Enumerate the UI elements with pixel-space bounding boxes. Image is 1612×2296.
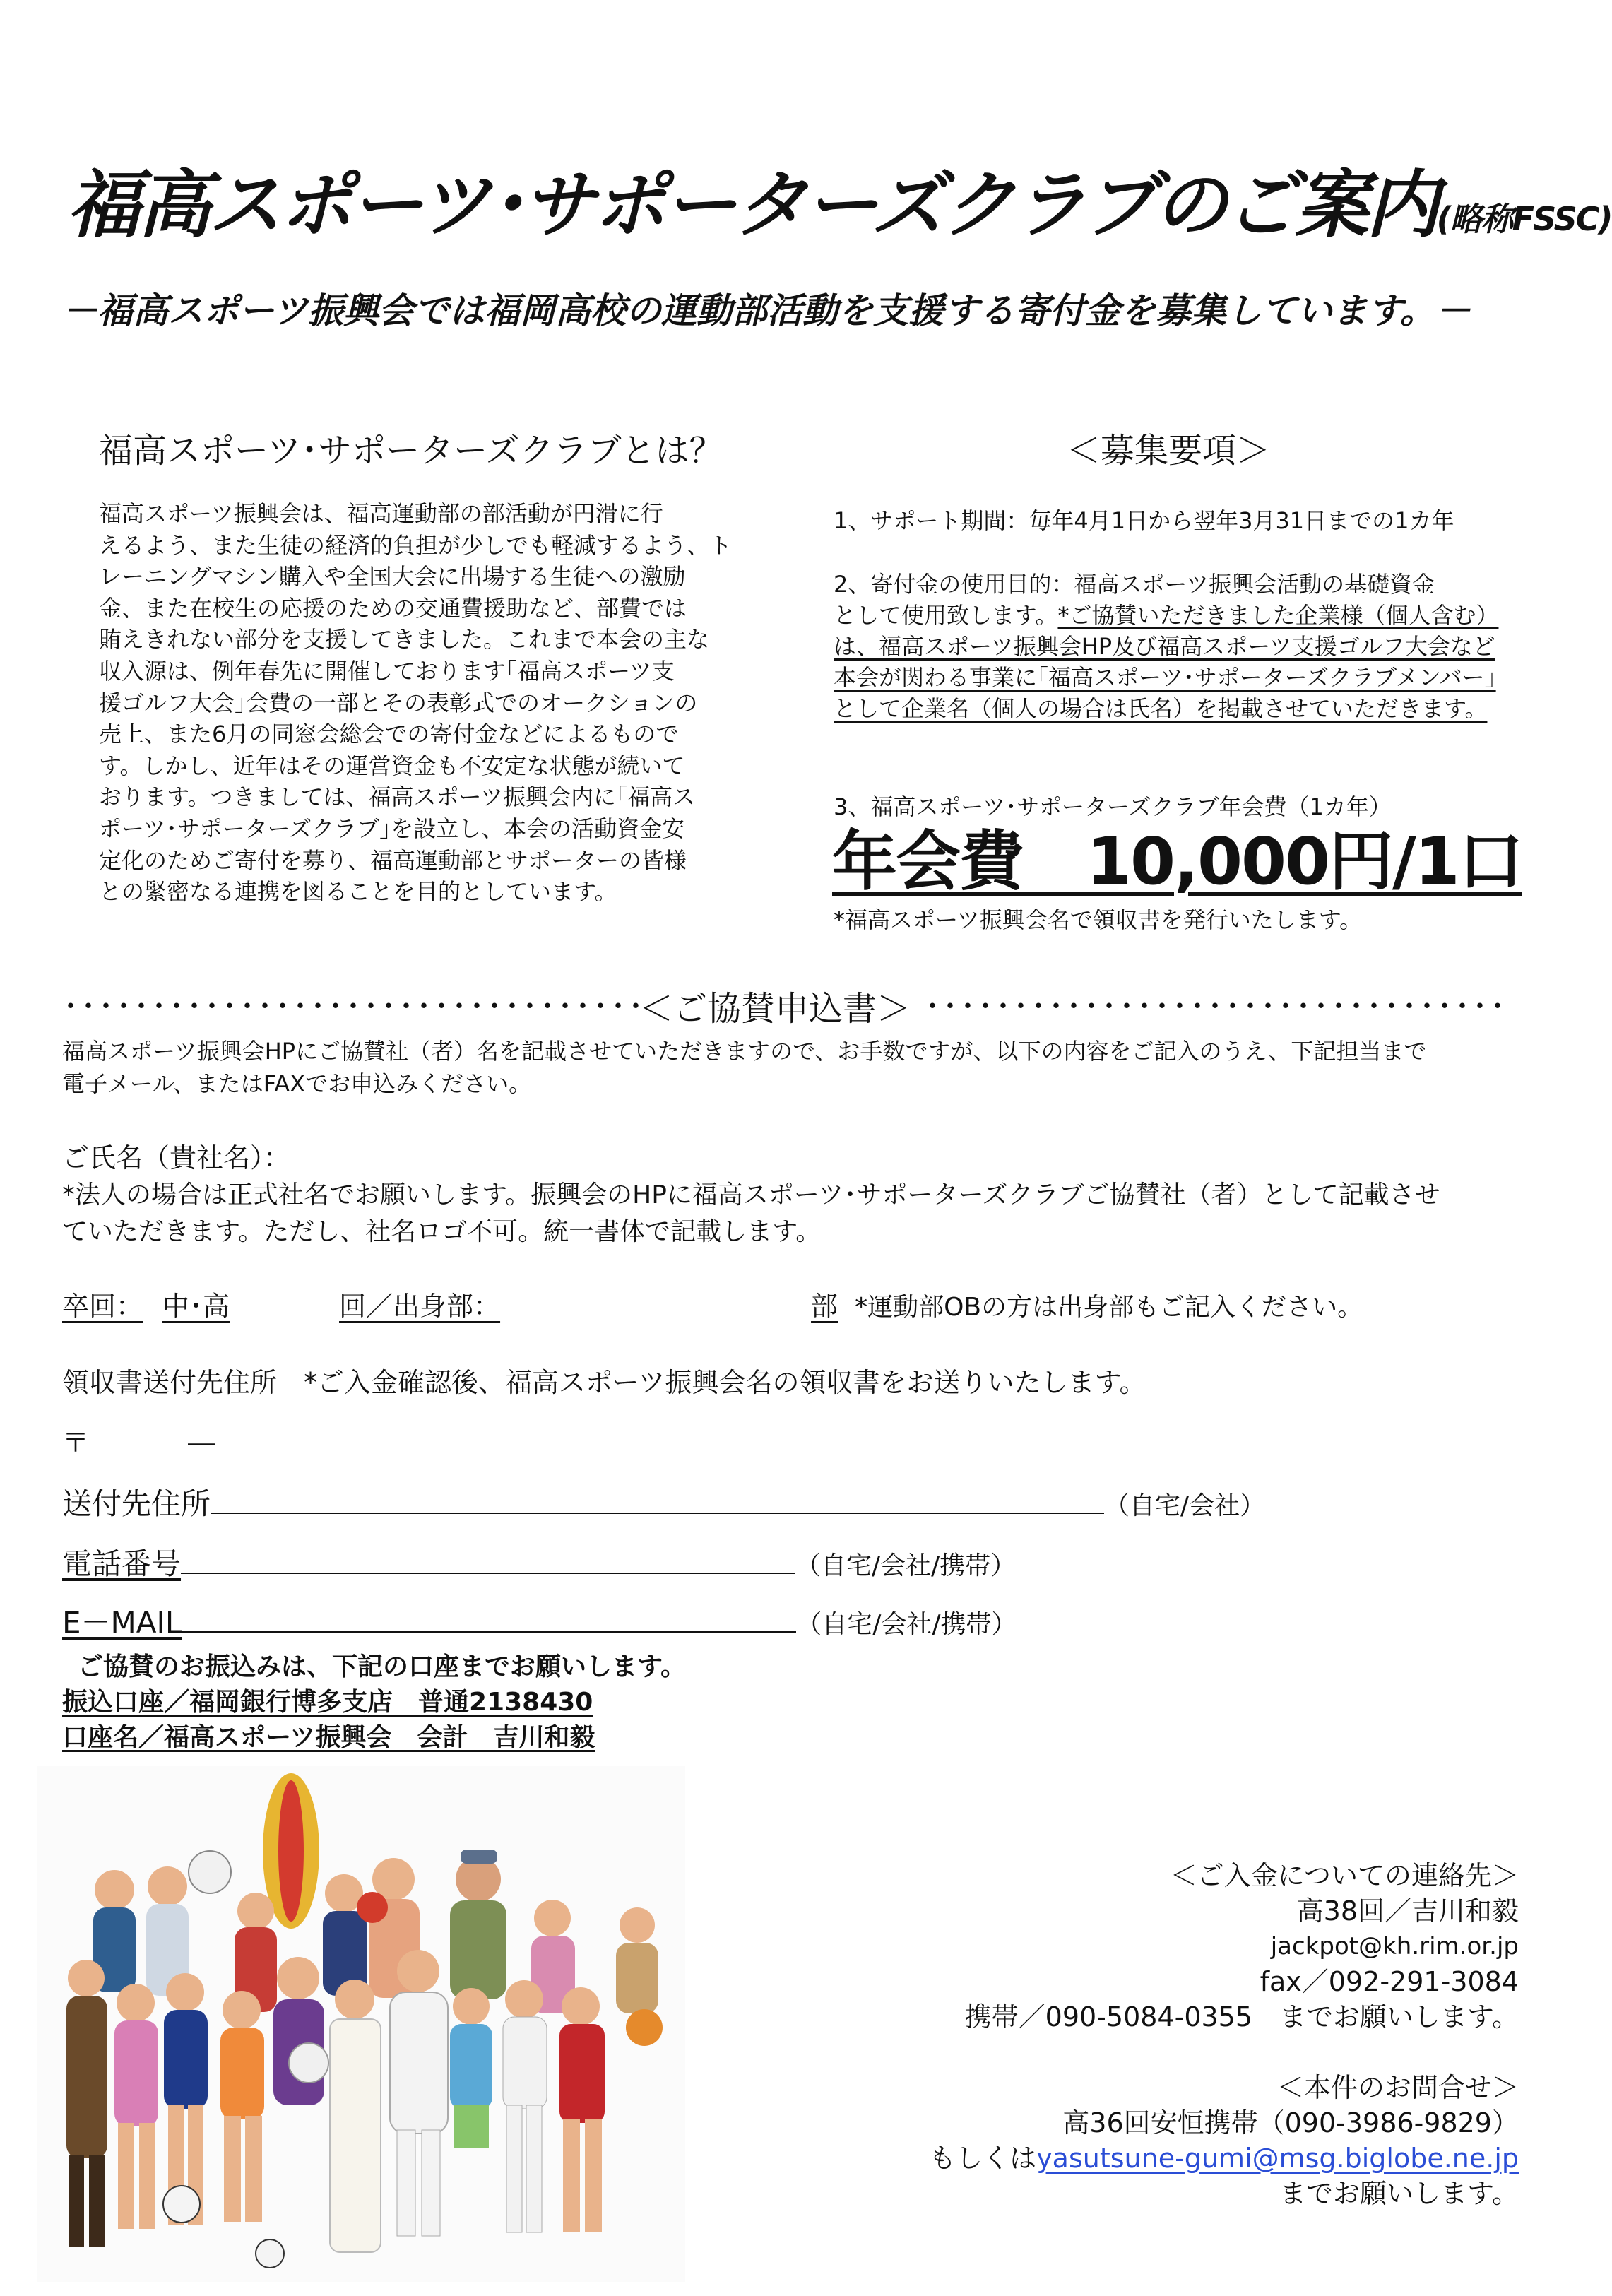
contact-email: jackpot@kh.rim.or.jp xyxy=(1270,1932,1519,1960)
account-holder: 口座名／福高スポーツ振興会 会計 吉川和毅 xyxy=(62,1723,595,1752)
postal-mark: 〒 xyxy=(62,1427,90,1458)
bank-account: 振込口座／福岡銀行博多支店 普通2138430 xyxy=(62,1688,593,1717)
graduation-field-underlined xyxy=(62,1291,855,1322)
page-title xyxy=(67,159,1612,265)
email-label: E－MAIL xyxy=(62,1605,182,1640)
email-field xyxy=(62,1602,1017,1645)
postal-code-field xyxy=(62,1424,215,1462)
address-field xyxy=(62,1484,1265,1527)
graduation-year-club-label: 回／出身部： xyxy=(339,1291,501,1322)
contact-mobile: 携帯／090-5084-0355 までお願いします。 xyxy=(964,2001,1519,2032)
phone-input-line xyxy=(181,1544,795,1574)
address-input-line xyxy=(211,1484,1104,1514)
address-label: 送付先住所 xyxy=(62,1486,211,1521)
graduation-club-suffix: 部 xyxy=(811,1291,838,1322)
graduation-field xyxy=(62,1287,1363,1327)
requirements-heading: ＜募集要項＞ xyxy=(1067,431,1271,471)
inquiry-email-prefix: もしくは xyxy=(929,2143,1037,2174)
inquiry-email-link[interactable]: yasutsune-gumi@msg.biglobe.ne.jp xyxy=(1036,2143,1519,2174)
inquiry-closing: までお願いします。 xyxy=(1279,2178,1519,2209)
inquiry-email-line xyxy=(929,2141,1519,2176)
purpose-plain-text: として使用致します。 xyxy=(834,602,1058,629)
email-input-line xyxy=(182,1603,796,1633)
inquiry-phone: 高36回安恒携帯（090-3986-9829） xyxy=(1062,2107,1519,2138)
athletes-illustration xyxy=(37,1766,685,2282)
page-subtitle: －福高スポーツ振興会では福岡高校の運動部活動を支援する寄付金を募集しています。－ xyxy=(62,290,1471,331)
postal-dash: ― xyxy=(188,1427,215,1458)
application-intro: 福高スポーツ振興会HPにご協賛社（者）名を記載させていただきますので、お手数ですが、以下の内容をご記入のうえ、下記担当まで 電子メール、またはFAXでお申込みください。 xyxy=(62,1038,1427,1097)
name-field-label: ご氏名（貴社名）： xyxy=(62,1142,291,1173)
about-body: 福高スポーツ振興会は、福高運動部の部活動が円滑に行 えるよう、また生徒の経済的負担が少しでも軽減するよう、ト レーニングマシン購入や全国大会に出場する生徒への激励 金、また在校生の応援のための交通費援助など、部費では 賄えきれない部分を支援してきました。これまで本会の主な 収入源は、例年春先に開催しております｢福高スポーツ支 援ゴルフ大会｣会費の一部とその表彰式でのオークションの 売上、また6月の同窓会総会での寄付金などによるもので す。しかし、近年はその運営資金も不安定な状態が続いて おります。つきましては、福高スポーツ振興会内に｢福高ス ポーツ･サポーターズクラブ｣を設立し、本会の活動資金安 定化のためご寄付を募り、福高運動部とサポーターの皆様 との緊密なる連携を図ることを目的としています。 xyxy=(99,500,733,906)
annual-fee: 年会費 10,000円/1口 xyxy=(832,824,1522,899)
receipt-address-heading: 領収書送付先住所 *ご入金確認後、福高スポーツ振興会名の領収書をお送りいたします。 xyxy=(62,1367,1146,1398)
title-text: 福高スポーツ･サポーターズクラブのご案内 xyxy=(67,162,1437,248)
phone-suffix: （自宅/会社/携帯） xyxy=(795,1551,1017,1580)
purpose-underlined-text: *ご協賛いただきました企業様（個人含む）は、福高スポーツ振興会HP及び福高スポーツ支援ゴルフ大会など本会が関わる事業に｢福高スポーツ･サポーターズクラブメンバー｣として企業名（個人の場合は氏名）を掲載させていただきます。 xyxy=(834,602,1499,722)
contact-fax: fax／092-291-3084 xyxy=(1260,1966,1519,1997)
dotted-divider-right: ･････････････････････････････････ xyxy=(925,990,1508,1023)
payment-intro: ご協賛のお振込みは、下記の口座までお願いします。 xyxy=(78,1652,687,1681)
fee-note: *福高スポーツ振興会名で領収書を発行いたします。 xyxy=(834,906,1363,933)
graduation-school: 中･高 xyxy=(162,1291,230,1322)
title-abbreviation: (略称FSSC) xyxy=(1436,200,1612,238)
about-heading: 福高スポーツ･サポーターズクラブとは？ xyxy=(99,431,723,471)
contact-name: 高38回／吉川和毅 xyxy=(1296,1895,1519,1927)
requirement-fee-label: 3、福高スポーツ･サポーターズクラブ年会費（1カ年） xyxy=(834,793,1392,820)
graduation-note: *運動部OBの方は出身部もご記入ください。 xyxy=(855,1293,1363,1322)
address-suffix: （自宅/会社） xyxy=(1104,1491,1266,1520)
email-suffix: （自宅/会社/携帯） xyxy=(796,1610,1017,1639)
application-heading: ＜ご協賛申込書＞ xyxy=(639,989,911,1029)
phone-label: 電話番号 xyxy=(62,1546,182,1581)
requirement-purpose: 2、寄付金の使用目的：福高スポーツ振興会活動の基礎資金 xyxy=(834,571,1435,598)
name-field-note: *法人の場合は正式社名でお願いします。振興会のHPに福高スポーツ･サポーターズクラブご協賛社（者）として記載させ ていただきます。ただし、社名ロゴ不可。統一書体で記載します。 xyxy=(62,1180,1440,1246)
dotted-divider-left: ･････････････････････････････････ xyxy=(64,990,646,1023)
phone-field xyxy=(62,1544,1016,1587)
contact-heading: ＜ご入金についての連絡先＞ xyxy=(1170,1860,1519,1891)
inquiry-heading: ＜本件のお問合せ＞ xyxy=(1276,2072,1519,2103)
graduation-label: 卒回： xyxy=(62,1291,143,1322)
requirement-period: 1、サポート期間：毎年4月1日から翌年3月31日までの1カ年 xyxy=(834,507,1454,534)
requirement-purpose-detail xyxy=(834,600,1512,724)
